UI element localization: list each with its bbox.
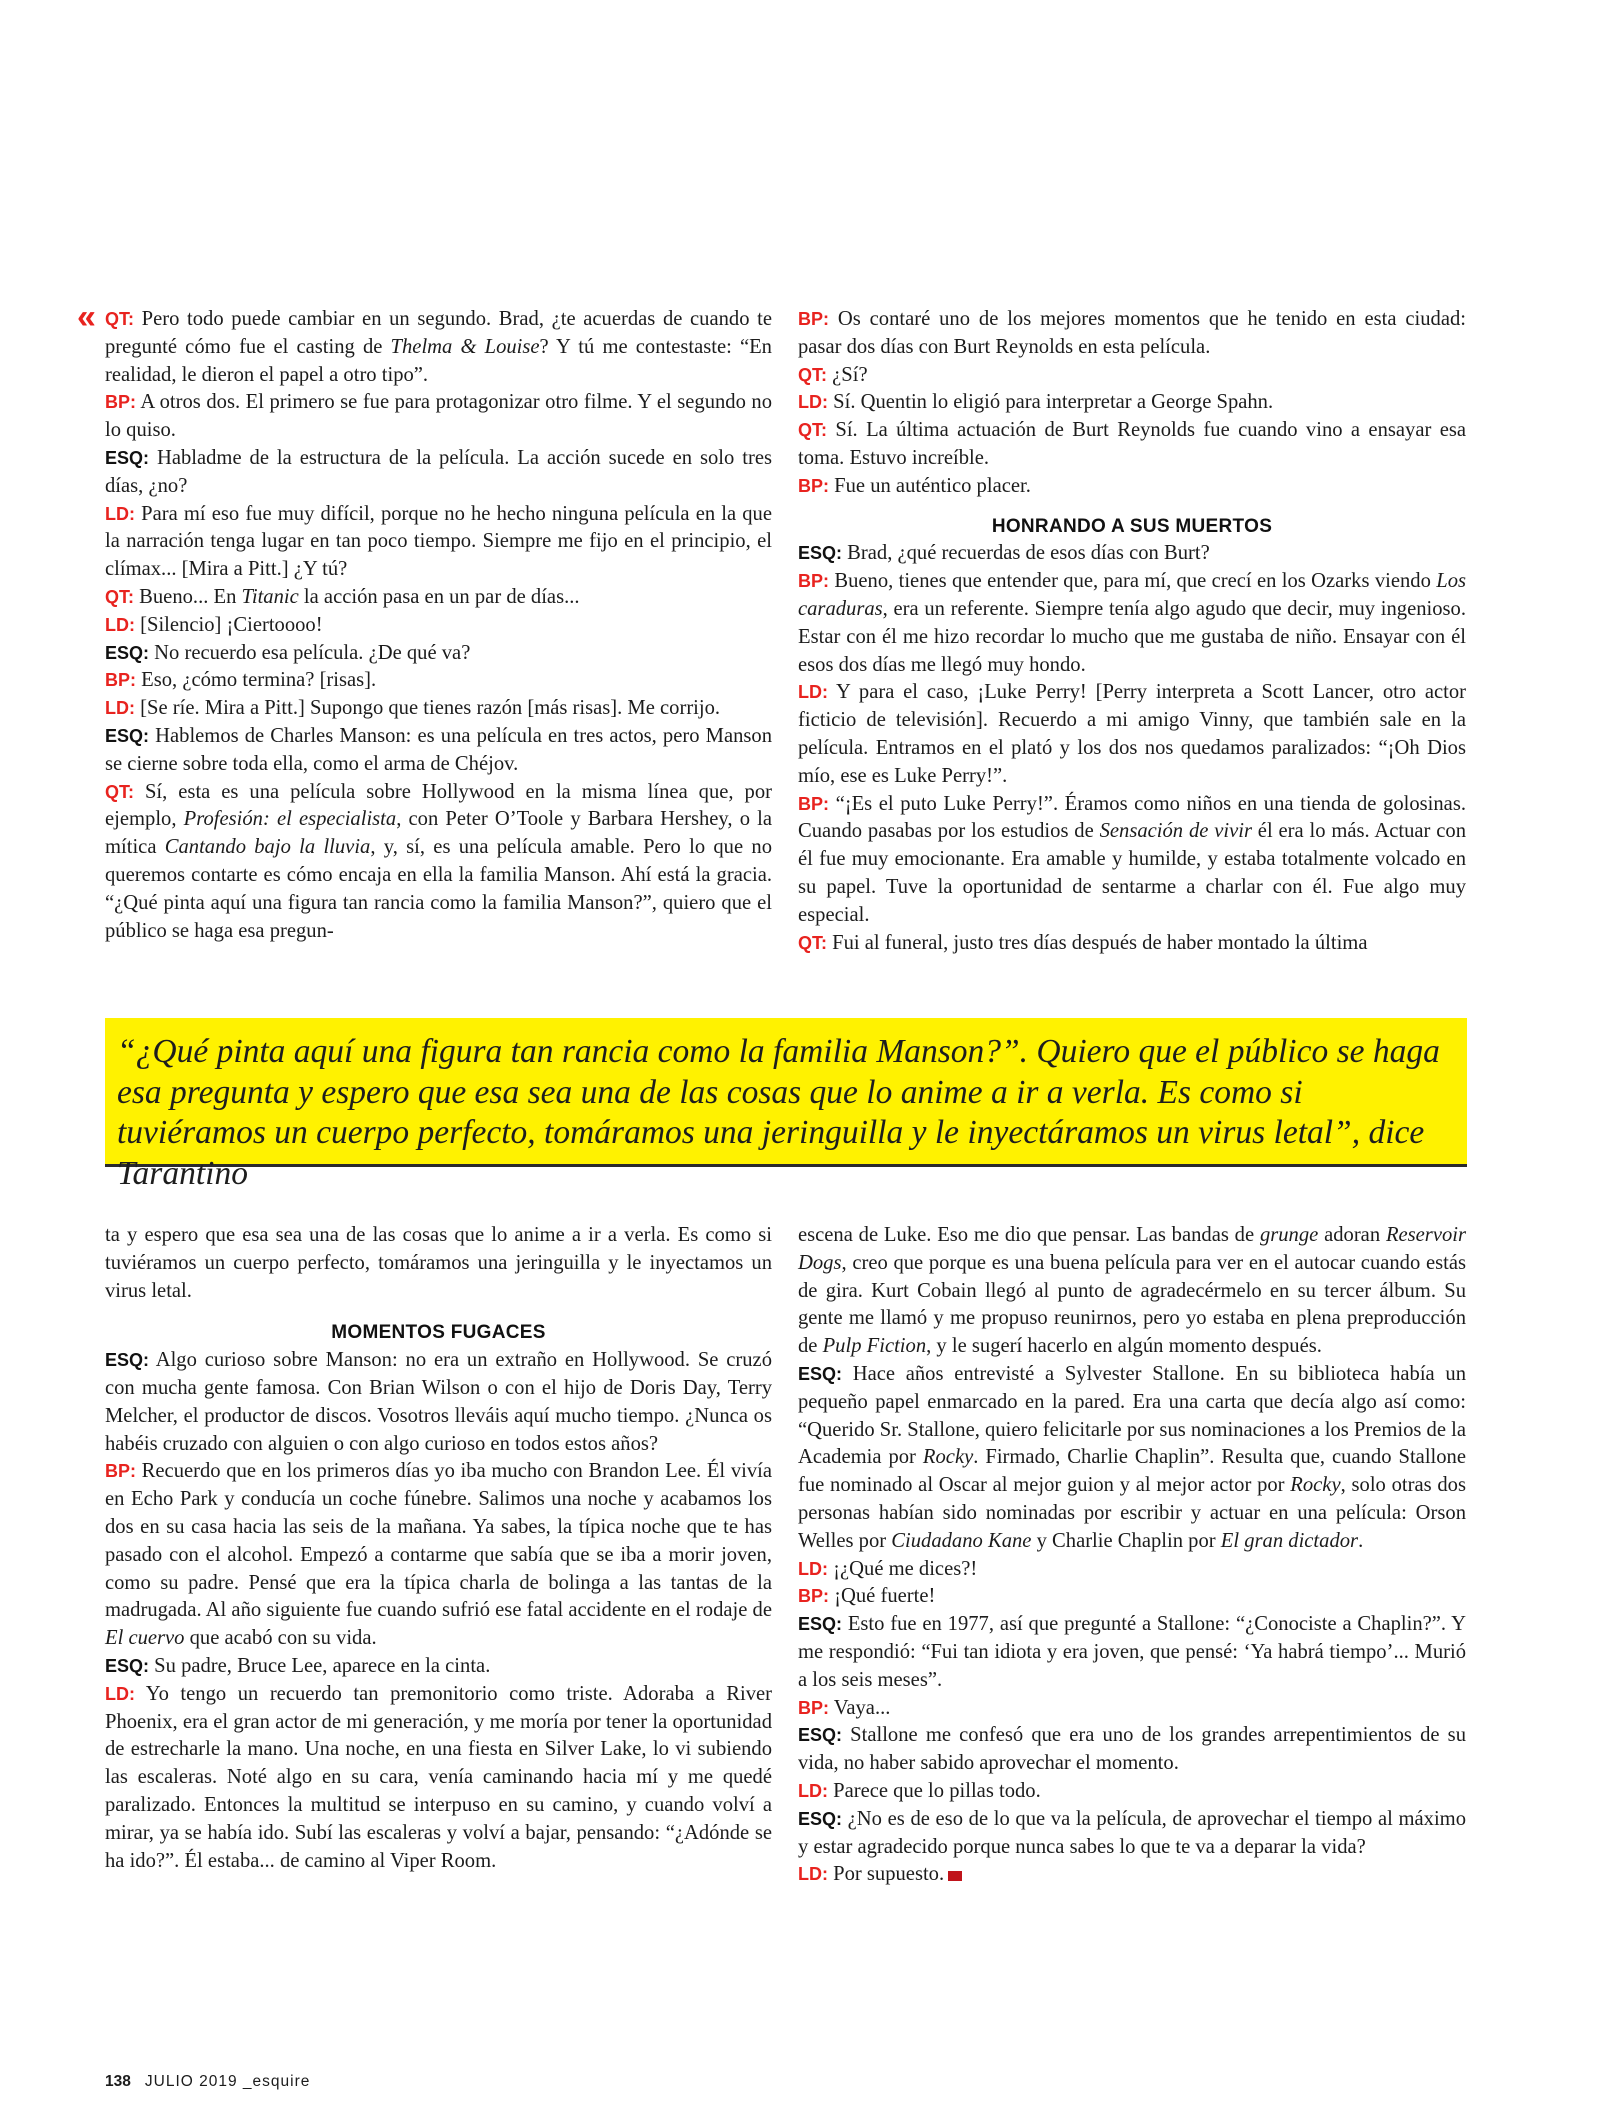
speaker-label: BP: (105, 670, 136, 691)
article-column-bottom-right (798, 1222, 1466, 1889)
article-column-top-left (105, 306, 772, 945)
article-column-bottom-left (105, 1222, 772, 1875)
paragraph: ESQ: Stallone me confesó que era uno de los grandes arrepentimientos de su vida, no haber sabido aprovechar el momento. (798, 1724, 1466, 1775)
speaker-label: ESQ: (798, 1614, 843, 1635)
paragraph: ESQ: No recuerdo esa película. ¿De qué va? (105, 641, 471, 664)
paragraph: BP: Os contaré uno de los mejores momentos que he tenido en esta ciudad: pasar dos días con Burt Reynolds en esta película. (798, 308, 1466, 358)
speaker-label: BP: (798, 1697, 829, 1718)
paragraph: BP: Recuerdo que en los primeros días yo iba mucho con Brandon Lee. Él vivía en Echo Park y conducía un coche fúnebre. Salimos una noche y acabamos los dos en su casa hacia las seis de la mañana. Ya sabes, la típica noche que te has pasado con el alcohol. Empezó a contarme que sabía que se iba a morir joven, como su padre. Pensé que era la típica charla de bolinga a las tantas de la madrugada. Al año siguiente fue cuando sufrió ese fatal accidente en el rodaje de El cuervo que acabó con su vida. (105, 1460, 772, 1650)
speaker-label: ESQ: (798, 1725, 843, 1746)
paragraph: ESQ: Brad, ¿qué recuerdas de esos días con Burt? (798, 542, 1210, 565)
end-mark-icon (948, 1871, 962, 1881)
speaker-label: BP: (798, 309, 829, 329)
paragraph: ESQ: Esto fue en 1977, así que pregunté a Stallone: “¿Conociste a Chaplin?”. Y me respondió: “Fui tan idiota y era joven, que pensé: ‘Ya habrá tiempo’... Murió a los seis meses”. (798, 1613, 1466, 1691)
paragraph: QT: ¿Sí? (798, 363, 868, 386)
speaker-label: QT: (798, 932, 827, 953)
speaker-label: LD: (105, 614, 135, 635)
speaker-label: ESQ: (798, 543, 843, 564)
speaker-label: ESQ: (798, 1808, 843, 1829)
paragraph: BP: ¡Qué fuerte! (798, 1585, 936, 1608)
paragraph: QT: Sí, esta es una película sobre Hollywood en la misma línea que, por ejemplo, Profesión: el especialista, con Peter O’Toole y Barbara Hershey, o la mítica Cantando bajo la lluvia, y, sí, es una película amable. Pero lo que no queremos contarte es cómo encaja en ella la familia Manson. Ahí está la gracia. “¿Qué pinta aquí una figura tan rancia como la familia Manson?”, quiero que el público se haga esa pregun- (105, 780, 772, 942)
speaker-label: ESQ: (105, 1350, 150, 1371)
paragraph: LD: Por supuesto. (798, 1861, 1466, 1889)
section-heading: HONRANDO A SUS MUERTOS (991, 515, 1273, 537)
speaker-label: LD: (798, 682, 828, 703)
paragraph: LD: [Silencio] ¡Ciertoooo! (105, 613, 323, 636)
paragraph: BP: Bueno, tienes que entender que, para mí, que crecí en los Ozarks viendo Los caraduras, era un referente. Siempre tenía algo agudo que decir, muy ingenioso. Estar con él me hizo recordar lo mucho que me gustaba de niño. Ensayar con él esos dos días me llegó muy hondo. (798, 570, 1466, 676)
paragraph: LD: Sí. Quentin lo eligió para interpretar a George Spahn. (798, 391, 1274, 414)
paragraph: QT: Fui al funeral, justo tres días después de haber montado la última (798, 931, 1368, 954)
speaker-label: LD: (105, 1683, 135, 1704)
speaker-label: LD: (105, 503, 135, 524)
paragraph: escena de Luke. Eso me dio que pensar. Las bandas de grunge adoran Reservoir Dogs, creo que porque es una buena película para ver en el autocar cuando estás de gira. Kurt Cobain llegó al punto de agradecérmelo en su tercer álbum. Su gente me llamó y me propuso reunirnos, pero yo estaba en plena preproducción de Pulp Fiction, y le sugerí hacerlo en algún momento después. (798, 1224, 1466, 1358)
paragraph: LD: [Se ríe. Mira a Pitt.] Supongo que tienes razón [más risas]. Me corrijo. (105, 697, 721, 720)
magazine-name: _esquire (242, 2073, 311, 2090)
paragraph: BP: Vaya... (798, 1696, 891, 1719)
paragraph: BP: Eso, ¿cómo termina? [risas]. (105, 669, 377, 692)
speaker-label: ESQ: (105, 1655, 150, 1676)
paragraph: LD: Y para el caso, ¡Luke Perry! [Perry interpreta a Scott Lancer, otro actor ficticio de televisión]. Recuerdo a mi amigo Vinny, que también sale en la película. Entramos en el plató y los dos nos quedamos paralizados: “¡Oh Dios mío, ese es Luke Perry!”. (798, 681, 1466, 787)
open-quote-mark: « (77, 298, 96, 336)
speaker-label: LD: (798, 392, 828, 413)
paragraph: ESQ: Hablemos de Charles Manson: es una película en tres actos, pero Manson se cierne sobre toda ella, como el arma de Chéjov. (105, 724, 772, 775)
section-heading: MOMENTOS FUGACES (331, 1322, 546, 1344)
issue-date: JULIO 2019 (144, 2073, 238, 2090)
speaker-label: ESQ: (105, 642, 150, 663)
speaker-label: ESQ: (105, 447, 150, 468)
paragraph: LD: Para mí eso fue muy difícil, porque no he hecho ninguna película en la que la narración tenga lugar en tan poco tiempo. Siempre me fijo en el principio, el clímax... [Mira a Pitt.] ¿Y tú? (105, 502, 772, 581)
speaker-label: LD: (798, 1864, 828, 1885)
paragraph: QT: Bueno... En Titanic la acción pasa en un par de días... (105, 585, 580, 608)
paragraph: BP: “¡Es el puto Luke Perry!”. Éramos como niños en una tienda de golosinas. Cuando pasabas por los estudios de Sensación de vivir él era lo más. Actuar con él fue muy emocionante. Era amable y humilde, y estaba totalmente volcado en su papel. Tuve la oportunidad de sentarme a charlar con él. Fue algo muy especial. (798, 792, 1466, 926)
speaker-label: LD: (105, 698, 135, 719)
speaker-label: BP: (798, 793, 829, 814)
paragraph: LD: ¡¿Qué me dices?! (798, 1557, 978, 1580)
page-footer (105, 2073, 310, 2091)
speaker-label: ESQ: (105, 725, 150, 746)
paragraph: ESQ: Algo curioso sobre Manson: no era un extraño en Hollywood. Se cruzó con mucha gente famosa. Con Brian Wilson o con el hijo de Doris Day, Terry Melcher, el productor de discos. Vosotros lleváis aquí mucho tiempo. ¿Nunca os habéis cruzado con alguien o con algo curioso en todos estos años? (105, 1349, 772, 1455)
paragraph: LD: Parece que lo pillas todo. (798, 1779, 1041, 1802)
paragraph: ta y espero que esa sea una de las cosas que lo anime a ir a verla. Es como si tuviéramos un cuerpo perfecto, tomáramos una jeringuilla y le inyectamos un virus letal. (105, 1224, 772, 1302)
pull-quote: “¿Qué pinta aquí una figura tan rancia como la familia Manson?”. Quiero que el público se haga esa pregunta y espero que esa sea una de las cosas que lo anime a ir a verla. Es como si tuviéramos un cuerpo perfecto, tomáramos una jeringuilla y le inyectáramos un virus letal”, dice Tarantino (105, 1018, 1467, 1167)
speaker-label: BP: (798, 1586, 829, 1607)
paragraph: LD: Yo tengo un recuerdo tan premonitorio como triste. Adoraba a River Phoenix, era el gran actor de mi generación, y me moría por tener la oportunidad de estrecharle la mano. Una noche, en una fiesta en Silver Lake, lo vi subiendo las escaleras. Noté algo en su cara, venía caminando hacia mí y me quedé paralizado. Entonces la multitud se interpuso en su camino, y cuando volví a mirar, ya se había ido. Subí las escaleras y volví a bajar, pensando: “¿Adónde se ha ido?”. Él estaba... de camino al Viper Room. (105, 1682, 772, 1872)
speaker-label: ESQ: (798, 1363, 843, 1384)
speaker-label: BP: (105, 1461, 136, 1482)
paragraph: ESQ: Su padre, Bruce Lee, aparece en la cinta. (105, 1654, 491, 1677)
paragraph: QT: Sí. La última actuación de Burt Reynolds fue cuando vino a ensayar esa toma. Estuvo increíble. (798, 419, 1466, 469)
speaker-label: QT: (798, 364, 827, 385)
paragraph: BP: Fue un auténtico placer. (798, 474, 1031, 497)
paragraph: BP: A otros dos. El primero se fue para protagonizar otro filme. Y el segundo no lo quiso. (105, 391, 772, 442)
speaker-label: QT: (105, 781, 134, 802)
speaker-label: LD: (798, 1780, 828, 1801)
speaker-label: BP: (798, 475, 829, 496)
paragraph: QT: Pero todo puede cambiar en un segundo. Brad, ¿te acuerdas de cuando te pregunté cómo fue el casting de Thelma & Louise? Y tú me contestaste: “En realidad, le dieron el papel a otro tipo”. (105, 308, 772, 386)
speaker-label: QT: (105, 309, 134, 329)
speaker-label: QT: (798, 420, 827, 441)
paragraph: ESQ: ¿No es de eso de lo que va la película, de aprovechar el tiempo al máximo y estar agradecido porque nunca sabes lo que te va a deparar la vida? (798, 1807, 1466, 1858)
article-column-top-right (798, 306, 1466, 957)
speaker-label: BP: (105, 392, 136, 413)
paragraph: ESQ: Habladme de la estructura de la película. La acción sucede en solo tres días, ¿no? (105, 446, 772, 497)
speaker-label: QT: (105, 586, 134, 607)
speaker-label: LD: (798, 1558, 828, 1579)
paragraph: ESQ: Hace años entrevisté a Sylvester Stallone. En su biblioteca había un pequeño papel enmarcado en la pared. Era una carta que decía algo así como: “Querido Sr. Stallone, quiero felicitarle por sus nominaciones a los Premios de la Academia por Rocky. Firmado, Charlie Chaplin”. Resulta que, cuando Stallone fue nominado al Oscar al mejor guion y al mejor actor por Rocky, solo otras dos personas habían sido nominadas por escribir y actuar en una película: Orson Welles por Ciudadano Kane y Charlie Chaplin por El gran dictador. (798, 1362, 1466, 1552)
page-number: 138 (105, 2073, 131, 2090)
speaker-label: BP: (798, 571, 829, 592)
